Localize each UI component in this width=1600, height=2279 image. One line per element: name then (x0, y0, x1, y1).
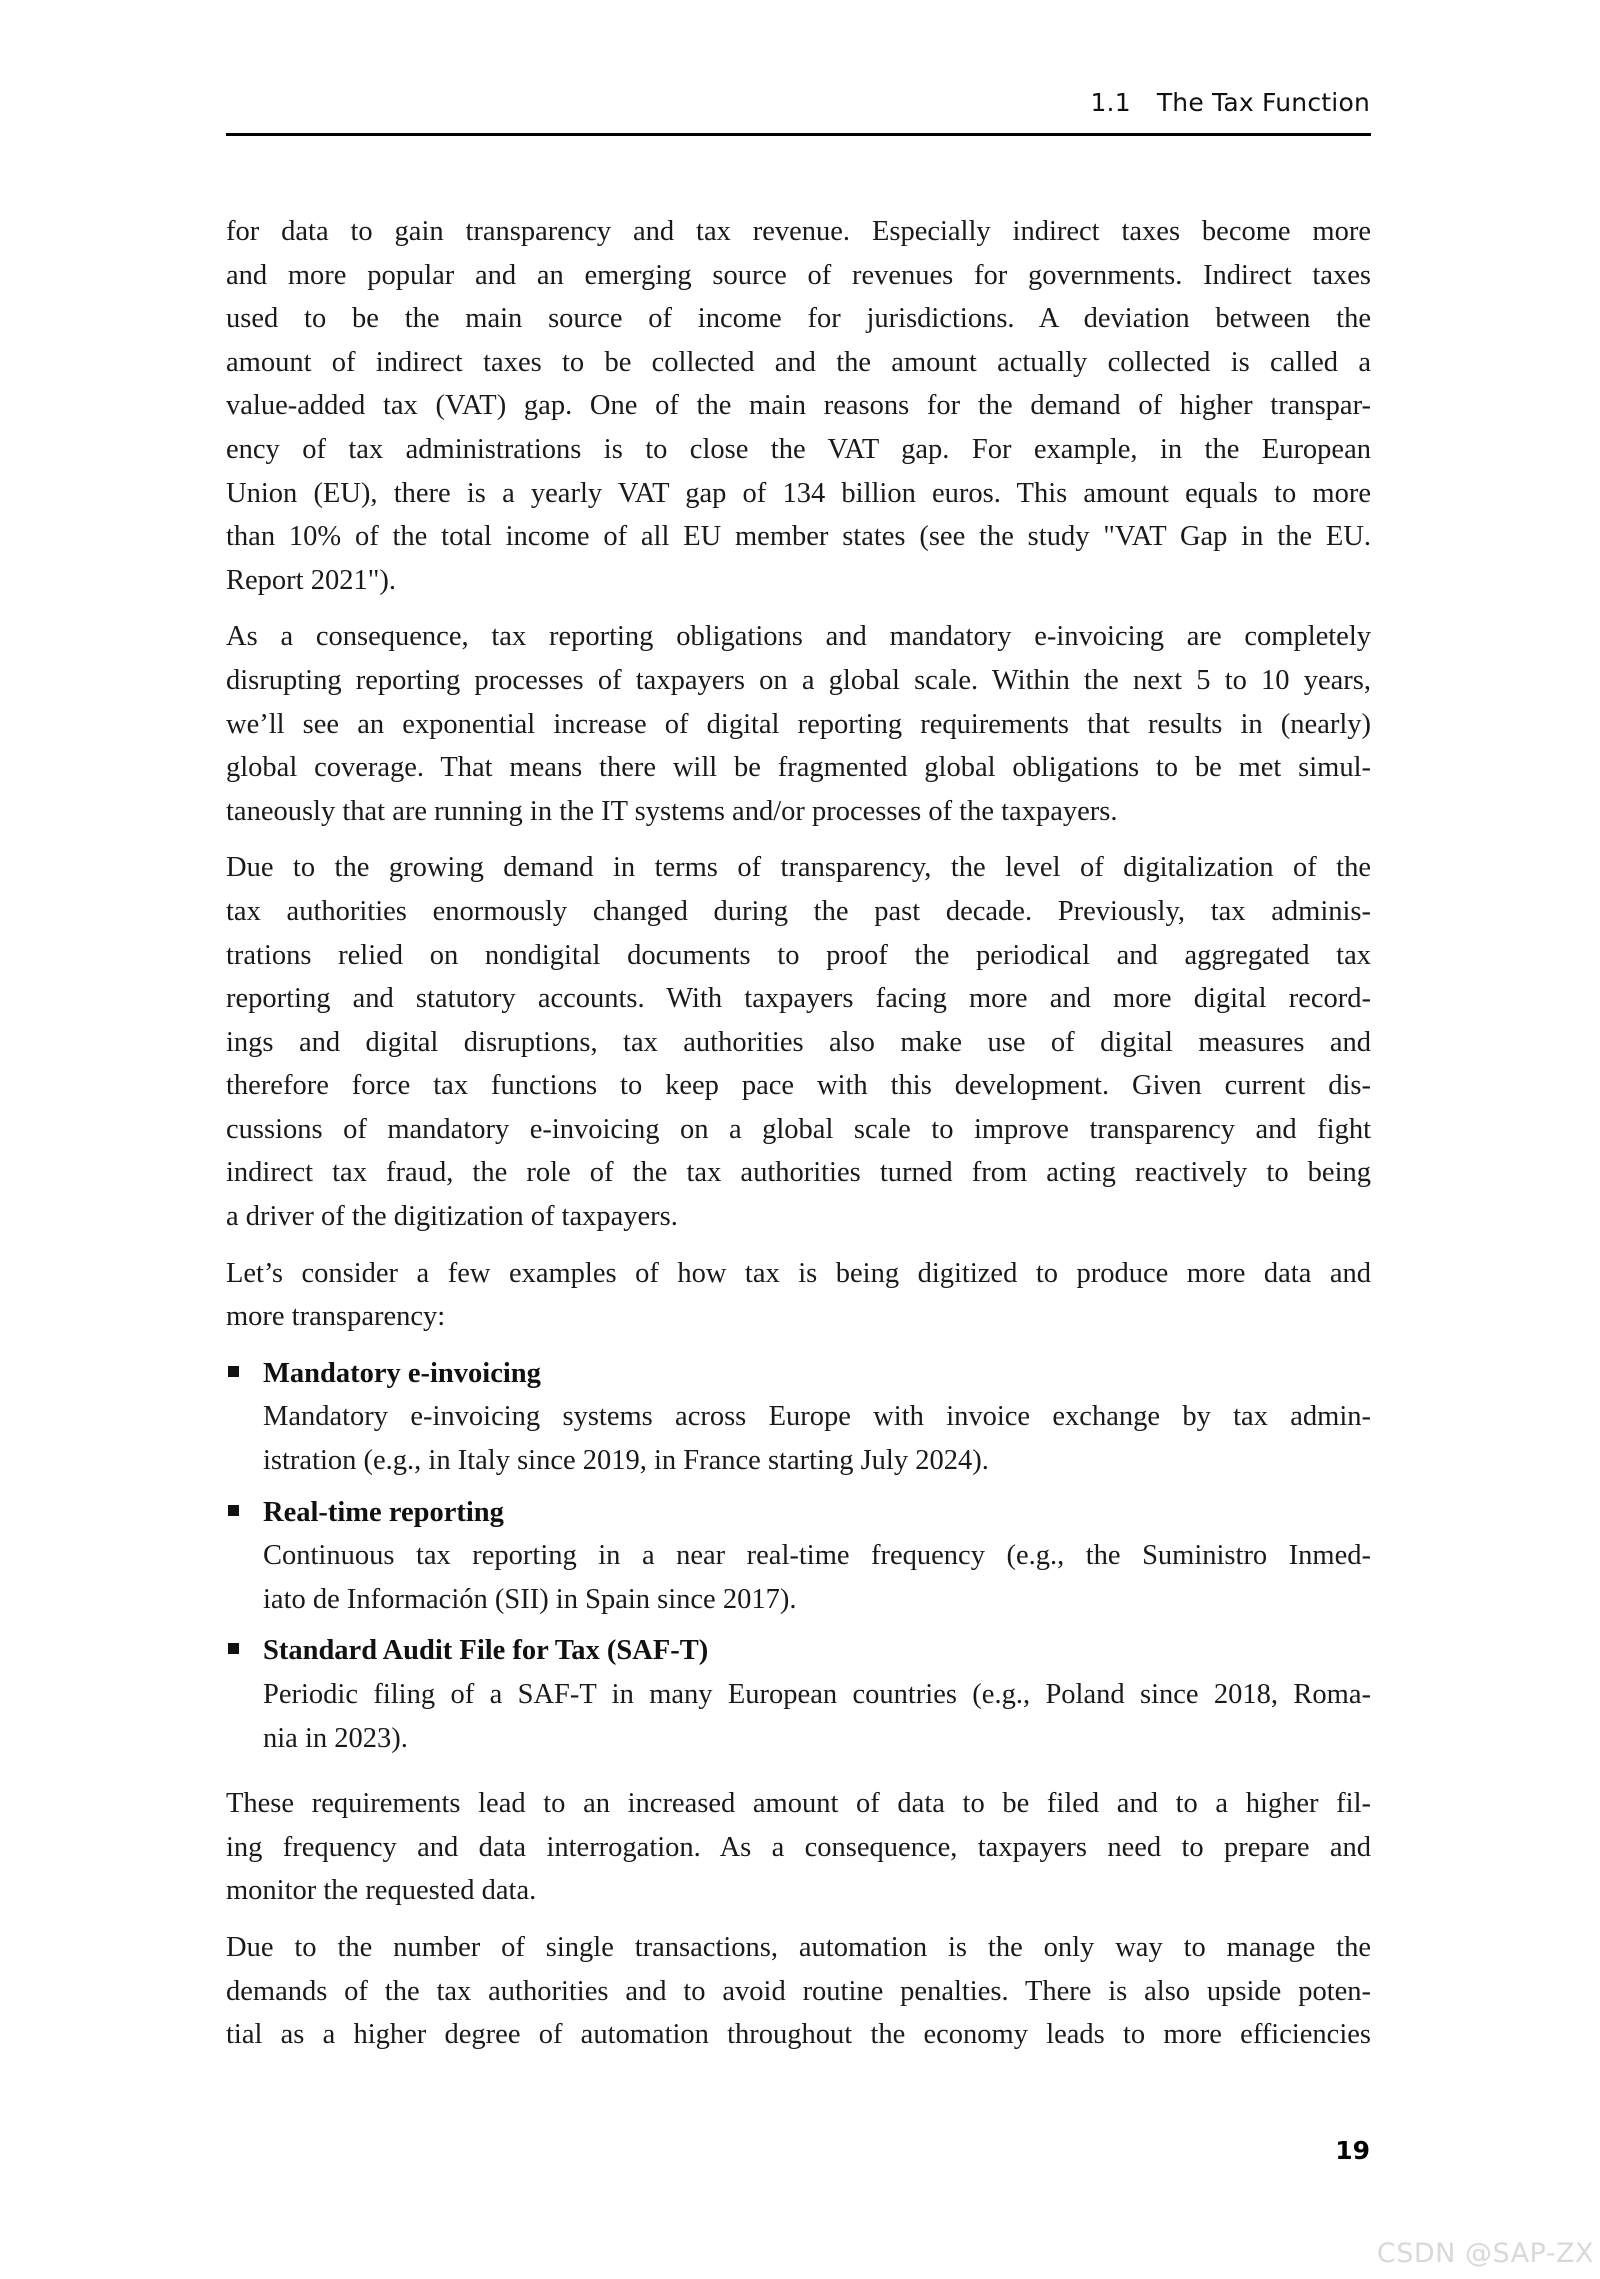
text-line: for data to gain transparency and tax revenue. Especially indirect taxes become more (226, 216, 1371, 247)
list-item-title: Real-time reporting (263, 1496, 504, 1528)
list-item-e-invoicing (226, 1352, 1371, 1483)
text-line: As a consequence, tax reporting obligations and mandatory e-invoicing are completely (226, 621, 1371, 653)
text-line: used to be the main source of income for jurisdictions. A deviation between the (226, 303, 1371, 335)
text-line: nia in 2023). (263, 1722, 408, 1754)
text-line: amount of indirect taxes to be collected and the amount actually collected is called a (226, 346, 1371, 378)
square-bullet-icon (228, 1366, 239, 1377)
section-title: The Tax Function (1156, 88, 1370, 117)
paragraph-digitalization (226, 846, 1371, 1238)
square-bullet-icon (228, 1505, 239, 1516)
text-line: cussions of mandatory e-invoicing on a global scale to improve transparency and fight (226, 1113, 1371, 1145)
text-line: demands of the tax authorities and to avoid routine penalties. There is also upside poten- (226, 1975, 1371, 2007)
paragraph-vat-gap (226, 210, 1371, 602)
text-line: tial as a higher degree of automation throughout the economy leads to more efficiencies (226, 2019, 1371, 2051)
text-line: than 10% of the total income of all EU member states (see the study "VAT Gap in the EU. (226, 521, 1371, 553)
text-line: disrupting reporting processes of taxpayers on a global scale. Within the next 5 to 10 years, (226, 664, 1371, 696)
square-bullet-icon (228, 1643, 239, 1654)
text-line: reporting and statutory accounts. With taxpayers facing more and more digital record- (226, 983, 1371, 1015)
text-line: trations relied on nondigital documents to proof the periodical and aggregated tax (226, 939, 1371, 971)
section-number: 1.1 (1090, 88, 1131, 117)
list-item-real-time-reporting (226, 1491, 1371, 1622)
running-header (1090, 88, 1370, 117)
text-line: Due to the growing demand in terms of transparency, the level of digitalization of the (226, 852, 1371, 884)
paragraph-automation (226, 1926, 1371, 2057)
text-line: taneously that are running in the IT systems and/or processes of the taxpayers. (226, 795, 1118, 827)
list-item-title: Standard Audit File for Tax (SAF-T) (263, 1635, 709, 1667)
paragraph-examples-intro (226, 1252, 1371, 1339)
list-item-saf-t (226, 1629, 1371, 1760)
text-line: more transparency: (226, 1301, 446, 1333)
text-line: Periodic filing of a SAF-T in many European countries (e.g., Poland since 2018, Roma- (263, 1679, 1371, 1710)
text-line: These requirements lead to an increased amount of data to be filed and to a higher fil- (226, 1788, 1371, 1820)
text-line: and more popular and an emerging source of revenues for governments. Indirect taxes (226, 259, 1371, 291)
list-item-title: Mandatory e-invoicing (263, 1357, 541, 1389)
text-line: Mandatory e-invoicing systems across Europe with invoice exchange by tax admin- (263, 1401, 1371, 1433)
text-line: therefore force tax functions to keep pace with this development. Given current dis- (226, 1070, 1371, 1102)
paragraph-requirements (226, 1782, 1371, 1913)
watermark: CSDN @SAP-ZX (1376, 2238, 1594, 2269)
text-line: Due to the number of single transactions, automation is the only way to manage the (226, 1931, 1371, 1963)
text-line: ing frequency and data interrogation. As a consequence, taxpayers need to prepare and (226, 1831, 1371, 1863)
text-line: Union (EU), there is a yearly VAT gap of 134 billion euros. This amount equals to more (226, 477, 1371, 509)
body-text (226, 210, 1371, 2070)
page-number: 19 (1335, 2136, 1370, 2165)
paragraph-consequence (226, 615, 1371, 833)
header-rule (226, 133, 1371, 136)
text-line: indirect tax fraud, the role of the tax authorities turned from acting reactively to being (226, 1157, 1371, 1189)
example-list (226, 1352, 1371, 1760)
text-line: value-added tax (VAT) gap. One of the main reasons for the demand of higher transpar- (226, 390, 1371, 422)
text-line: we’ll see an exponential increase of digital reporting requirements that results in (nearly) (226, 708, 1371, 740)
text-line: Let’s consider a few examples of how tax is being digitized to produce more data and (226, 1257, 1371, 1289)
text-line: istration (e.g., in Italy since 2019, in France starting July 2024). (263, 1445, 989, 1477)
text-line: ency of tax administrations is to close the VAT gap. For example, in the European (226, 433, 1371, 465)
text-line: Report 2021"). (226, 564, 396, 596)
text-line: iato de Información (SII) in Spain since 2017). (263, 1583, 797, 1615)
text-line: Continuous tax reporting in a near real-time frequency (e.g., the Suministro Inmed- (263, 1540, 1371, 1572)
text-line: ings and digital disruptions, tax authorities also make use of digital measures and (226, 1026, 1371, 1058)
text-line: a driver of the digitization of taxpayers. (226, 1201, 678, 1233)
text-line: tax authorities enormously changed during the past decade. Previously, tax adminis- (226, 895, 1371, 927)
text-line: monitor the requested data. (226, 1875, 537, 1907)
text-line: global coverage. That means there will be fragmented global obligations to be met simul- (226, 752, 1371, 784)
